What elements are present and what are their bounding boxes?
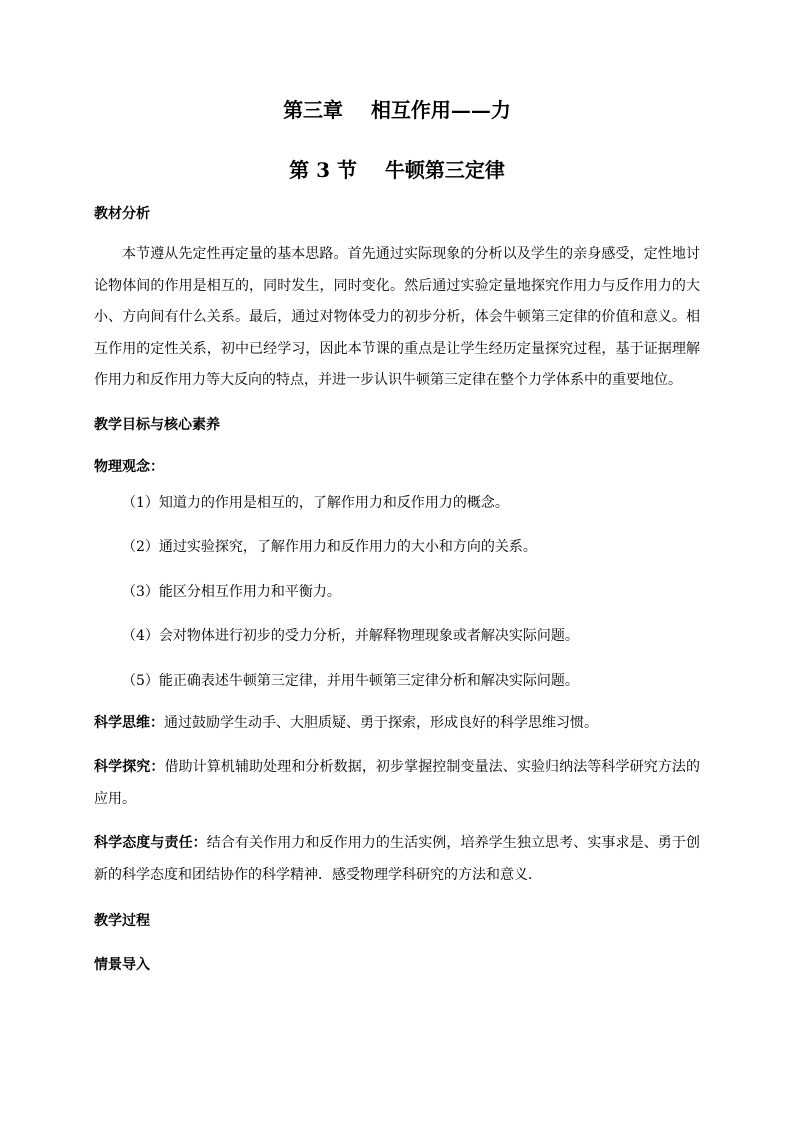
- section-title: 第 3 节 牛顿第三定律: [289, 158, 505, 182]
- teaching-process-heading: 教学过程: [94, 913, 150, 929]
- scientific-thinking-paragraph: [94, 708, 700, 740]
- textbook-analysis-heading: 教材分析: [94, 206, 150, 222]
- physics-concepts-heading: 物理观念：: [94, 458, 164, 475]
- list-item: （3）能区分相互作用力和平衡力。: [122, 583, 341, 600]
- list-item: （1）知道力的作用是相互的，了解作用力和反作用力的概念。: [122, 494, 509, 511]
- scientific-thinking-text: 通过鼓励学生动手、大胆质疑、勇于探索，形成良好的科学思维习惯。: [164, 714, 598, 731]
- list-item: （2）通过实验探究，了解作用力和反作用力的大小和方向的关系。: [122, 539, 537, 555]
- scientific-thinking-label: 科学思维：: [94, 714, 164, 731]
- attitude-paragraph: [94, 828, 700, 891]
- list-item: （4）会对物体进行初步的受力分析，并解释物理现象或者解决实际问题。: [122, 628, 579, 644]
- physics-concepts-list: [94, 493, 700, 691]
- textbook-analysis-paragraph: 本节遵从先定性再定量的基本思路。首先通过实际现象的分析以及学生的亲身感受，定性地讨论物体间的作用是相互的，同时发生，同时变化。然后通过实验定量地探究作用力与反作用力的大小、方向间有什么关系。最后，通过对物体受力的初步分析，体会牛顿第三定律的价值和意义。相互作用的定性关系，初中已经学习，因此本节课的重点是让学生经历定量探究过程，基于证据理解作用力和反作用力等大反向的特点，并进一步认识牛顿第三定律在整个力学体系中的重要地位。: [94, 246, 700, 388]
- list-item: （5）能正确表述牛顿第三定律，并用牛顿第三定律分析和解决实际问题。: [122, 672, 579, 689]
- attitude-text: 结合有关作用力和反作用力的生活实例，培养学生独立思考、实事求是、勇于创新的科学态度和团结协作的科学精神．感受物理学科研究的方法和意义．: [94, 835, 701, 883]
- chapter-title: 第三章 相互作用——力: [283, 98, 511, 122]
- objectives-heading: 教学目标与核心素养: [94, 416, 220, 433]
- scientific-inquiry-label: 科学探究：: [94, 759, 165, 775]
- scientific-inquiry-paragraph: [94, 752, 700, 815]
- attitude-label: 科学态度与责任：: [94, 835, 207, 851]
- scenario-intro-heading: 情景导入: [94, 957, 150, 973]
- scientific-inquiry-text: 借助计算机辅助处理和分析数据，初步掌握控制变量法、实验归纳法等科学研究方法的应用。: [94, 759, 701, 807]
